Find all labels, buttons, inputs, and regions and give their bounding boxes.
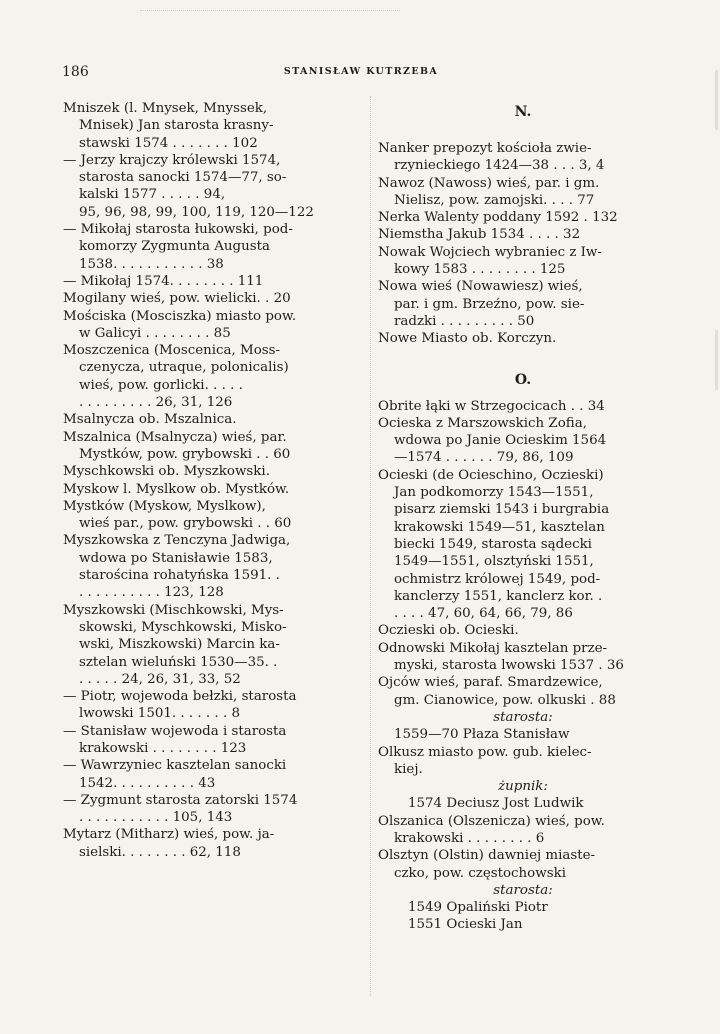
running-head: STANISŁAW KUTRZEBA (283, 66, 439, 77)
index-line: kalski 1577 . . . . . 94, (79, 187, 226, 203)
index-line: — Wawrzyniec kasztelan sanocki (63, 758, 287, 774)
index-line: Myskow l. Myslkow ob. Mystków. (63, 481, 290, 497)
index-line: 1542. . . . . . . . . . 43 (79, 775, 216, 791)
index-line: krakowski . . . . . . . . 6 (394, 830, 545, 846)
index-line: Olkusz miasto pow. gub. kielec- (378, 744, 592, 760)
index-line: Ojców wieś, paraf. Smardzewice, (378, 675, 603, 691)
index-line: Niemstha Jakub 1534 . . . . 32 (378, 227, 581, 243)
index-line: żupnik: (498, 779, 548, 795)
index-line: Ocieski (de Ocieschino, Oczieski) (378, 467, 604, 483)
index-line: skowski, Myschkowski, Misko- (79, 619, 287, 635)
index-line: — Mikołaj 1574. . . . . . . . 111 (63, 273, 264, 289)
index-line: 1538. . . . . . . . . . . 38 (79, 256, 224, 272)
index-line: — Piotr, wojewoda bełzki, starosta (63, 689, 297, 705)
index-line: Nanker prepozyt kościoła zwie- (378, 141, 592, 156)
section-n-entries (378, 140, 668, 348)
index-line: Olsztyn (Olstin) dawniej miaste- (378, 848, 596, 864)
index-line: 1559—70 Płaza Stanisław (394, 727, 570, 743)
index-line: Myschkowski ob. Myszkowski. (63, 464, 270, 480)
scan-edge-shadow (715, 330, 718, 390)
index-line: w Galicyi . . . . . . . . 85 (79, 325, 231, 341)
index-line: sztelan wieluński 1530—35. . (79, 654, 278, 670)
index-line: —1574 . . . . . . 79, 86, 109 (394, 450, 574, 466)
index-line: starosta sanocki 1574—77, so- (79, 170, 287, 186)
right-column (378, 100, 668, 934)
index-line: myski, starosta lwowski 1537 . 36 (394, 658, 624, 674)
index-line: — Stanisław wojewoda i starosta (63, 723, 287, 739)
index-line: Moszczenica (Moscenica, Moss- (63, 343, 281, 359)
index-line: Nawoz (Nawoss) wieś, par. i gm. (378, 175, 600, 191)
page-number: 186 (62, 64, 89, 80)
index-line: gm. Cianowice, pow. olkuski . 88 (394, 692, 616, 708)
index-line: — Jerzy krajczy królewski 1574, (63, 152, 281, 168)
index-line: 1549—1551, olsztyński 1551, (394, 554, 594, 570)
index-line: Msalnycza ob. Mszalnica. (63, 412, 237, 428)
index-line: . . . . . . . . . . 123, 128 (79, 585, 224, 601)
index-line: sielski. . . . . . . . 62, 118 (79, 844, 241, 860)
scan-bleed-through (140, 10, 400, 19)
index-line: Nowak Wojciech wybraniec z Iw- (378, 244, 602, 260)
index-line: Nerka Walenty poddany 1592 . 132 (378, 210, 618, 226)
index-line: Mytarz (Mitharz) wieś, pow. ja- (63, 827, 275, 843)
index-line: starosta: (493, 709, 553, 725)
index-line: kiej. (394, 761, 423, 777)
index-line: pisarz ziemski 1543 i burgrabia (394, 502, 610, 518)
index-line: . . . . . . . . . 26, 31, 126 (79, 395, 233, 411)
index-line: 95, 96, 98, 99, 100, 119, 120—122 (79, 204, 314, 220)
index-line: Nielisz, pow. zamojski. . . . 77 (394, 192, 595, 208)
index-line: Odnowski Mikołaj kasztelan prze- (378, 640, 608, 656)
index-line: czenycza, utraque, polonicalis) (79, 360, 289, 376)
section-heading-n: N. (514, 104, 532, 120)
index-line: — Zygmunt starosta zatorski 1574 (63, 792, 298, 808)
index-line: wski, Miszkowski) Marcin ka- (79, 637, 280, 653)
index-line: Obrite łąki w Strzegocicach . . 34 (378, 398, 605, 414)
index-line: Ocieska z Marszowskich Zofia, (378, 415, 587, 431)
index-line: starosta: (493, 882, 553, 898)
index-line: starościna rohatyńska 1591. . (79, 568, 280, 584)
index-line: 1551 Ocieski Jan (408, 917, 523, 933)
left-column (63, 100, 361, 861)
index-line: 1574 Deciusz Jost Ludwik (408, 796, 584, 812)
index-line: — Mikołaj starosta łukowski, pod- (63, 222, 293, 238)
index-line: Myszkowska z Tenczyna Jadwiga, (63, 533, 291, 549)
index-line: lwowski 1501. . . . . . . 8 (79, 706, 240, 722)
index-line: wieś, pow. gorlicki. . . . . (79, 377, 243, 393)
index-line: Mogilany wieś, pow. wielicki. . 20 (63, 291, 291, 307)
index-line: komorzy Zygmunta Augusta (79, 239, 270, 255)
index-line: . . . . 47, 60, 64, 66, 79, 86 (394, 606, 573, 622)
index-line: wdowa po Stanisławie 1583, (79, 550, 273, 566)
index-line: Mniszek (l. Mnysek, Mnyssek, (63, 101, 268, 116)
index-line: czko, pow. częstochowski (394, 865, 566, 881)
index-line: Mościska (Mosciszka) miasto pow. (63, 308, 297, 324)
index-line: rzynieckiego 1424—38 . . . 3, 4 (394, 158, 605, 174)
section-heading-o: O. (514, 371, 532, 388)
index-line: stawski 1574 . . . . . . . 102 (79, 135, 258, 151)
index-line: kowy 1583 . . . . . . . . 125 (394, 262, 566, 278)
scan-edge-shadow (715, 70, 718, 130)
index-line: ochmistrz królowej 1549, pod- (394, 571, 601, 587)
section-o-entries (378, 398, 668, 934)
index-line: . . . . . . . . . . . 105, 143 (79, 810, 233, 826)
index-line: wdowa po Janie Ocieskim 1564 (394, 433, 607, 449)
index-line: Mystków, pow. grybowski . . 60 (79, 446, 291, 462)
index-line: Nowe Miasto ob. Korczyn. (378, 331, 557, 347)
index-line: Mszalnica (Msalnycza) wieś, par. (63, 429, 287, 445)
page-header (62, 64, 660, 84)
index-line: Nowa wieś (Nowawiesz) wieś, (378, 279, 583, 295)
index-line: . . . . . 24, 26, 31, 33, 52 (79, 671, 241, 687)
index-line: krakowski 1549—51, kasztelan (394, 519, 605, 535)
index-line: Oczieski ob. Ocieski. (378, 623, 519, 639)
index-line: Myszkowski (Mischkowski, Mys- (63, 602, 284, 618)
index-line: Mystków (Myskow, Myslkow), (63, 498, 266, 514)
index-line: Jan podkomorzy 1543—1551, (394, 485, 594, 501)
index-line: Mnisek) Jan starosta krasny- (79, 118, 274, 134)
column-divider (370, 96, 371, 996)
index-line: par. i gm. Brzeźno, pow. sie- (394, 296, 585, 312)
index-line: 1549 Opaliński Piotr (408, 900, 548, 916)
index-line: wieś par., pow. grybowski . . 60 (79, 516, 292, 532)
index-line: kanclerzy 1551, kanclerz kor. . (394, 588, 603, 604)
index-line: radzki . . . . . . . . . 50 (394, 313, 535, 329)
index-line: krakowski . . . . . . . . 123 (79, 740, 247, 756)
index-line: biecki 1549, starosta sądecki (394, 536, 592, 552)
index-line: Olszanica (Olszenicza) wieś, pow. (378, 813, 605, 829)
